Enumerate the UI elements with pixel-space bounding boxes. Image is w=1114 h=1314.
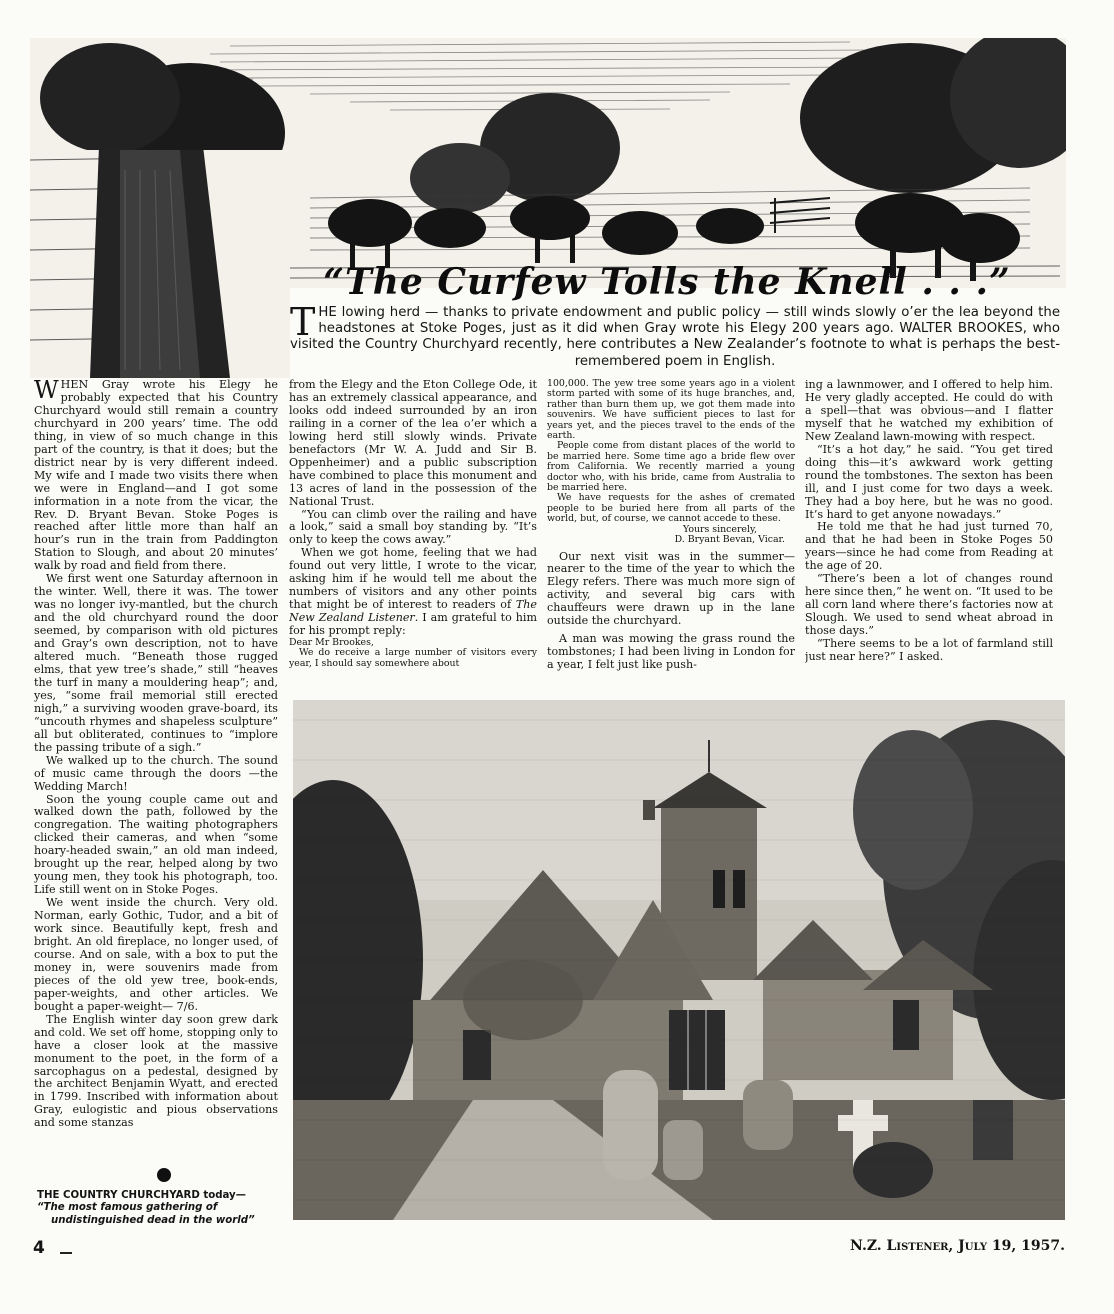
letter-paragraph: People come from distant places of the world to be married here. Some time ago a bride flew over from California. We recently married a young doctor who, with his bride, came from Australia to be married here. (547, 440, 795, 494)
caption-body: “The most famous gathering of undistinguished dead in the world” (37, 1202, 255, 1226)
article-column-1 (34, 379, 278, 1175)
page-number-dash (60, 1252, 72, 1254)
standfirst-text: HE lowing herd — thanks to private endowment and public policy — still winds slowly o’er the lea beyond the headstones at Stoke Poges, just as it did when Gray wrote his Elegy 200 years ago. WALTER BROOKES, who visited the Country Churchyard recently, here contributes a New Zealander’s footnote to what is perhaps the best-remembered poem in English. (290, 305, 1060, 369)
paragraph (289, 547, 537, 638)
paragraph-text: HEN Gray wrote his Elegy he probably expected that his Country Churchyard would still remain a country churchyard in 200 years’ time. The odd thing, in view of so much change in this part of the country, is that it does; but the district near by is very different indeed. My wife and I made two visits there when we were in England—and I got some information in a note from the vicar, the Rev. D. Bryant Bevan. Stoke Poges is reached after little more than half an hour’s run in the train from Paddington Station to Slough, and about 20 minutes’ walk by road and field from there. (34, 379, 278, 573)
paragraph: Soon the young couple came out and walked down the path, followed by the congregation. The waiting photographers clicked their cameras, and when “some hoary-headed swain,” an old man indeed, brought up the rear, helped along by two young men, they took his photograph, too. Life still went on in Stoke Poges. (34, 792, 278, 897)
letter-paragraph: We do receive a large number of visitors every year, I should say somewhere about (289, 647, 537, 669)
letter-salutation: Dear Mr Brookes, (289, 637, 374, 649)
caption-lead: THE COUNTRY CHURCHYARD today— (37, 1190, 246, 1201)
paragraph: “You can climb over the railing and have a look,” said a small boy standing by. “It’s only to keep the cows away.” (289, 507, 537, 547)
page-number: 4 (33, 1238, 45, 1258)
paragraph: “There’s been a lot of changes round here since then,” he went on. “It used to be all corn land where there’s factories now at Slough. We used to send wheat abroad in those days.” (805, 572, 1053, 638)
article-headline: “The Curfew Tolls the Knell . . .” (323, 261, 1011, 303)
paragraph: We went inside the church. Very old. Norman, early Gothic, Tudor, and a bit of work since. Beautifully kept, fresh and bright. An old fireplace, no longer used, of course. And on sale, with a box to put the money in, were souvenirs made from pieces of the old yew tree, book-ends, paper-weights, and other articles. We bought a paper-weight— 7/6. (34, 896, 278, 1013)
paragraph: ing a lawnmower, and I offered to help him. He very gladly accepted. He could do with a spell—that was obvious—and I flatter myself that he watched my exhibition of New Zealand lawn-mowing with respect. (805, 379, 1053, 443)
paragraph: A man was mowing the grass round the tombstones; I had been living in London for a year, I felt just like push- (547, 632, 795, 672)
article-column-4 (805, 379, 1053, 709)
letter-paragraph: We have requests for the ashes of cremated people to be buried here from all parts of the world, but, of course, we cannot accede to these. (547, 492, 795, 525)
church-photograph (293, 700, 1065, 1220)
paragraph: We first went one Saturday afternoon in the winter. Well, there it was. The tower was no longer ivy-mantled, but the church and the old churchyard round the door seemed, by comparison with old pictures and Gray’s own description, not to have altered much. “Beneath those rugged elms, that yew tree’s shade,” still “heaves the turf in many a mouldering heap”; and, yes, “some frail memorial still erected nigh,” a surviving wooden grave-board, its “uncouth rhymes and shapeless sculpture” all but obliterated, continues to “implore the passing tribute of a sigh.” (34, 572, 278, 754)
standfirst-drop-cap: T (290, 300, 316, 344)
paragraph: He told me that he had just turned 70, and that he had been in Stoke Poges 50 years—since he had come from Reading at the age of 20. (805, 520, 1053, 573)
letter-paragraph: 100,000. The yew tree some years ago in a violent storm parted with some of its huge branches, and, rather than burn them up, we got them made into souvenirs. We have sufficient pieces to last for years yet, and the pieces travel to the ends of the earth. (547, 379, 795, 442)
paragraph: from the Elegy and the Eton College Ode, it has an extremely classical appearance, and looks odd indeed surrounded by an iron railing in a corner of the lea o’er which a lowing herd still slowly winds. Private benefactors (Mr W. A. Judd and Sir B. Oppenheimer) and a public subscription have combined to place this monument and 13 acres of land in the possession of the National Trust. (289, 379, 537, 508)
paragraph: “It’s a hot day,” he said. “You get tired doing this—it’s awkward work getting round the tombstones. The sexton has been ill, and I just come for two days a week. They had a boy here, but he was no good. It’s hard to get anyone nowadays.” (805, 442, 1053, 521)
article-column-2 (289, 379, 537, 709)
photo-caption (37, 1190, 282, 1227)
publication-title: The New Zealand Listener (289, 598, 537, 625)
drop-cap: W (34, 379, 59, 404)
farmer-figure-illustration (30, 150, 290, 378)
letter-signature: D. Bryant Bevan, Vicar. (674, 534, 785, 546)
paragraph-text: When we got home, feeling that we had found out very little, I wrote to the vicar, asking him if he would tell me about the numbers of visitors and any other points that might be of interest to readers of (289, 546, 537, 612)
paragraph: We walked up to the church. The sound of music came through the doors —the Wedding March! (34, 753, 278, 793)
standfirst (290, 300, 1060, 371)
article-column-3 (547, 379, 795, 709)
paragraph: Our next visit was in the summer— nearer to the time of the year to which the Elegy refers. There was much more sign of activity, and several big cars with chauffeurs were drawn up in the lane outside the churchyard. (547, 549, 795, 628)
paragraph: “There seems to be a lot of farmland still just near here?” I asked. (805, 637, 1053, 664)
publication-folio: N.Z. Listener, July 19, 1957. (850, 1238, 1065, 1254)
paragraph (34, 379, 278, 573)
letter-closing: Yours sincerely, (682, 523, 757, 535)
paragraph: The English winter day soon grew dark and cold. We set off home, stopping only to have a closer look at the massive monument to the poet, in the form of a sarcophagus on a pedestal, designed by the architect Benjamin Wyatt, and erected in 1799. Inscribed with information about Gray, eulogistic and pious observations and some stanzas (34, 1012, 278, 1130)
paragraph-text: . I am grateful to him for his prompt reply: (289, 611, 537, 638)
bullet-icon (157, 1168, 171, 1182)
